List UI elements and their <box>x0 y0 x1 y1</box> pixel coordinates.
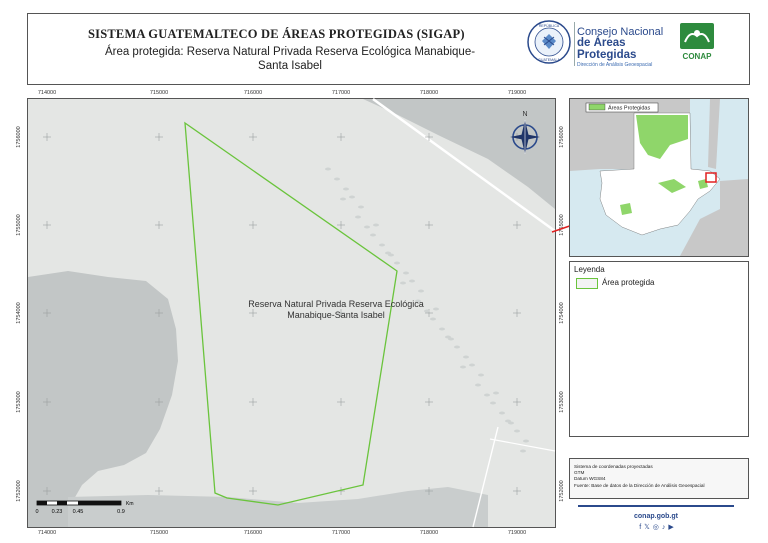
x-tick-top: 719000 <box>507 90 527 96</box>
scale-unit: Km <box>126 501 134 507</box>
y-tick-right: 1756000 <box>559 126 565 148</box>
terrain-mark <box>499 412 505 415</box>
tiktok-icon[interactable]: ♪ <box>661 524 669 531</box>
scale-label-1: 0.23 <box>51 509 63 515</box>
footer-url-link[interactable]: conap.gob.gt <box>634 513 678 520</box>
guatemala-seal-icon <box>526 19 572 65</box>
terrain-mark <box>325 168 331 171</box>
conap-brand-text <box>577 26 687 68</box>
y-tick-left: 1756000 <box>16 126 22 148</box>
legend-panel <box>569 261 749 437</box>
map-title: SISTEMA GUATEMALTECO DE ÁREAS PROTEGIDAS (SIGAP) <box>88 27 465 41</box>
metadata-line: Fuente: Base de datos de la Dirección de Análisis Geoespacial <box>574 482 705 488</box>
y-tick-left: 1755000 <box>16 214 22 236</box>
y-tick-left: 1754000 <box>16 302 22 324</box>
x-tick-bottom: 715000 <box>149 530 169 536</box>
terrain-mark <box>460 366 466 369</box>
legend-title: Leyenda <box>574 265 605 274</box>
instagram-icon[interactable]: ◎ <box>652 524 662 531</box>
terrain-mark <box>379 244 385 247</box>
terrain-mark <box>523 440 529 443</box>
x-tick-top: 714000 <box>37 90 57 96</box>
terrain-mark <box>349 196 355 199</box>
social-icons <box>618 523 698 531</box>
legend-item-label: Área protegida <box>602 278 655 287</box>
legend-swatch-protected-area <box>576 278 598 289</box>
y-tick-left: 1752000 <box>16 480 22 502</box>
x-tick-bottom: 717000 <box>331 530 351 536</box>
terrain-mark <box>514 430 520 433</box>
scale-label-0: 0 <box>35 509 39 515</box>
terrain-mark <box>400 282 406 285</box>
brand-line-2: de Áreas Protegidas <box>577 37 637 61</box>
terrain-mark <box>439 328 445 331</box>
conap-logo-icon <box>679 22 715 62</box>
map-subtitle: Área protegida: Reserva Natural Privada Reserva Ecológica Manabique-Santa Isabel <box>104 46 476 72</box>
brand-line-3: Dirección de Análisis Geoespacial <box>577 62 653 68</box>
y-tick-right: 1752000 <box>559 480 565 502</box>
metadata-panel <box>569 458 749 499</box>
terrain-mark <box>394 262 400 265</box>
brand-line-1: Consejo Nacional <box>577 26 664 38</box>
terrain-mark <box>364 226 370 229</box>
protected-area-label: Reserva Natural Privada Reserva Ecológica Manabique-Santa Isabel <box>248 299 424 320</box>
terrain-mark <box>403 272 409 275</box>
terrain-mark <box>370 234 376 237</box>
seal-bottom-text: GUATEMALA <box>538 58 560 62</box>
footer-divider <box>578 505 734 507</box>
terrain-mark <box>484 394 490 397</box>
x-tick-top: 718000 <box>419 90 439 96</box>
terrain-mark <box>358 206 364 209</box>
terrain-mark <box>385 252 391 255</box>
terrain-mark <box>469 364 475 367</box>
terrain-mark <box>493 392 499 395</box>
conap-logo-text: CONAP <box>682 52 712 61</box>
inset-map-canvas <box>570 99 748 256</box>
north-label: N <box>522 111 528 118</box>
terrain-mark <box>343 188 349 191</box>
x-tick-top: 716000 <box>243 90 263 96</box>
terrain-mark <box>478 374 484 377</box>
y-tick-right: 1754000 <box>559 302 565 324</box>
terrain-mark <box>475 384 481 387</box>
inset-legend-label: Áreas Protegidas <box>608 105 651 112</box>
scale-label-3: 0.9 <box>117 509 125 515</box>
terrain-mark <box>520 450 526 453</box>
header-panel <box>27 13 750 85</box>
terrain-mark <box>490 402 496 405</box>
metadata-line: GTM <box>574 470 585 476</box>
terrain-mark <box>463 356 469 359</box>
metadata-line: Datum WGS84 <box>574 476 606 482</box>
terrain-mark <box>409 280 415 283</box>
terrain-mark <box>418 290 424 293</box>
x-tick-bottom: 714000 <box>37 530 57 536</box>
terrain-mark <box>445 336 451 339</box>
inset-legend-swatch <box>589 104 605 110</box>
terrain-mark <box>334 178 340 181</box>
x-tick-top: 717000 <box>331 90 351 96</box>
y-tick-right: 1755000 <box>559 214 565 236</box>
inset-map[interactable] <box>569 98 749 257</box>
seal-top-text: REPÚBLICA <box>538 24 560 28</box>
facebook-icon[interactable]: f <box>639 524 645 531</box>
scale-label-2: 0.45 <box>72 509 84 515</box>
x-icon[interactable]: 𝕏 <box>644 524 653 531</box>
terrain-mark <box>505 420 511 423</box>
y-tick-left: 1753000 <box>16 391 22 413</box>
main-map[interactable] <box>16 90 565 536</box>
terrain-mark <box>454 346 460 349</box>
brand-divider <box>574 22 575 66</box>
terrain-mark <box>340 198 346 201</box>
terrain-mark <box>373 224 379 227</box>
terrain-mark <box>355 216 361 219</box>
youtube-icon[interactable]: ▶ <box>668 524 677 531</box>
x-tick-top: 715000 <box>149 90 169 96</box>
metadata-line: Sistema de coordenadas proyectadas <box>574 464 653 469</box>
x-tick-bottom: 719000 <box>507 530 527 536</box>
y-tick-right: 1753000 <box>559 391 565 413</box>
scale-bar <box>36 499 146 521</box>
inset-protected-area <box>620 203 632 215</box>
x-tick-bottom: 718000 <box>419 530 439 536</box>
x-tick-bottom: 716000 <box>243 530 263 536</box>
